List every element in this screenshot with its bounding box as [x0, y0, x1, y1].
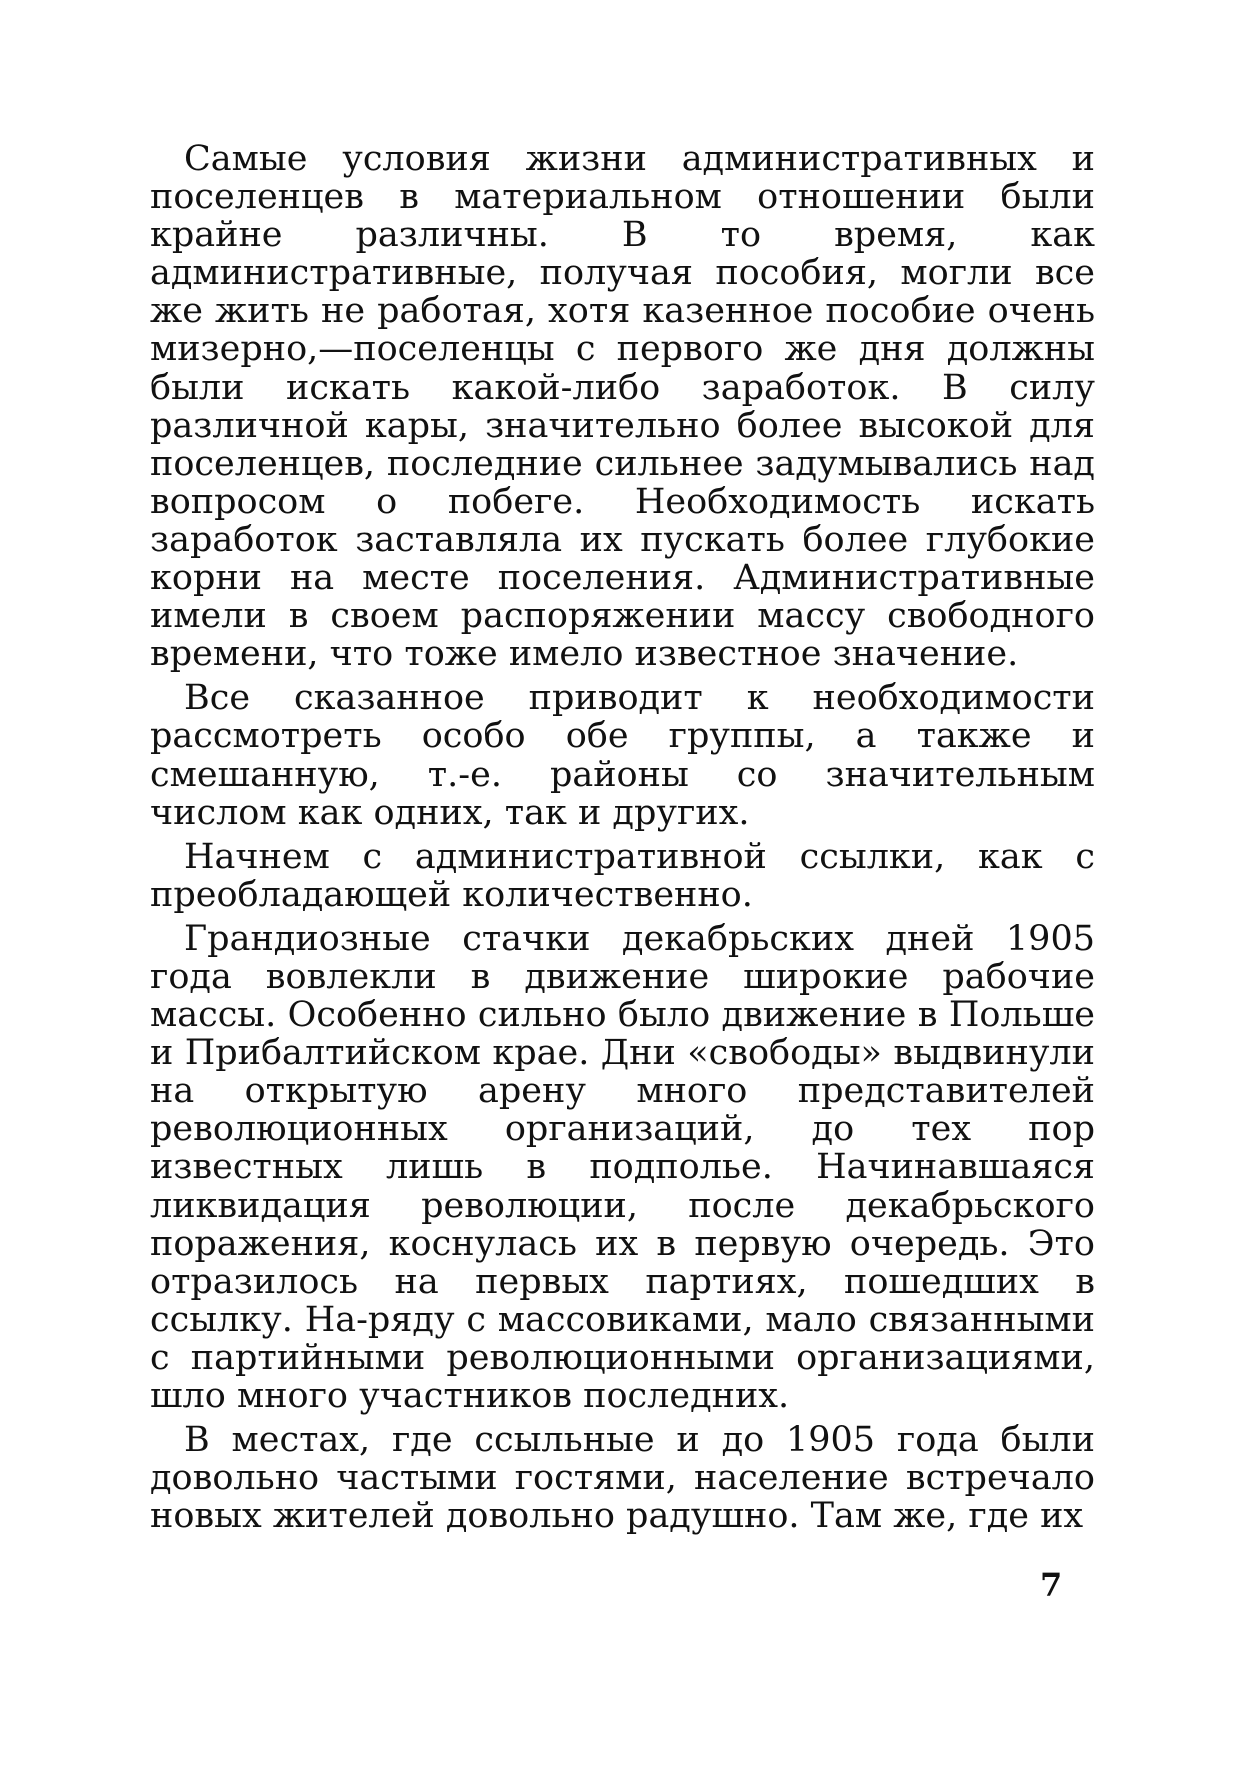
paragraph-strikes-1905: Грандиозные стачки декабрьских дней 1905 года вовлекли в движение широкие рабочие массы. Особенно сильно было движение в Польше и Прибалтийском крае. Дни «свободы» выдвинули на открытую арену много представителей революционных организаций, до тех пор известных лишь в подполье. Начинавшаяся ликвидация революции, после декабрьского поражения, коснулась их в первую очередь. Это отразилось на первых партиях, пошедших в ссылку. На-ряду с массовиками, мало связанными с партийными революционными организациями, шло много участников последних.	[150, 918, 1095, 1416]
paragraph-reception: В местах, где ссыльные и до 1905 года были довольно частыми гостями, население встречало новых жителей довольно радушно. Там же, где их	[150, 1420, 1095, 1537]
paragraph-groups: Все сказанное приводит к необходимости рассмотреть особо обе группы, а также и смешанную, т.-е. районы со значительным числом как одних, так и других.	[150, 678, 1095, 833]
body-text	[150, 140, 1095, 1541]
paragraph-conditions: Самые условия жизни административных и поселенцев в материальном отношении были крайне различны. В то время, как административные, получая пособия, могли все же жить не работая, хотя казенное пособие очень мизерно,—поселенцы с первого же дня должны были искать какой-либо заработок. В силу различной кары, значительно более высокой для поселенцев, последние сильнее задумывались над вопросом о побеге. Необходимость искать заработок заставляла их пускать более глубокие корни на месте поселения. Административные имели в своем распоряжении массу свободного времени, что тоже имело известное значение.	[150, 139, 1095, 675]
paragraph-administrative-exile: Начнем с административной ссылки, как с преобладающей количественно.	[150, 836, 1095, 915]
page-number: 7	[1040, 1566, 1063, 1604]
